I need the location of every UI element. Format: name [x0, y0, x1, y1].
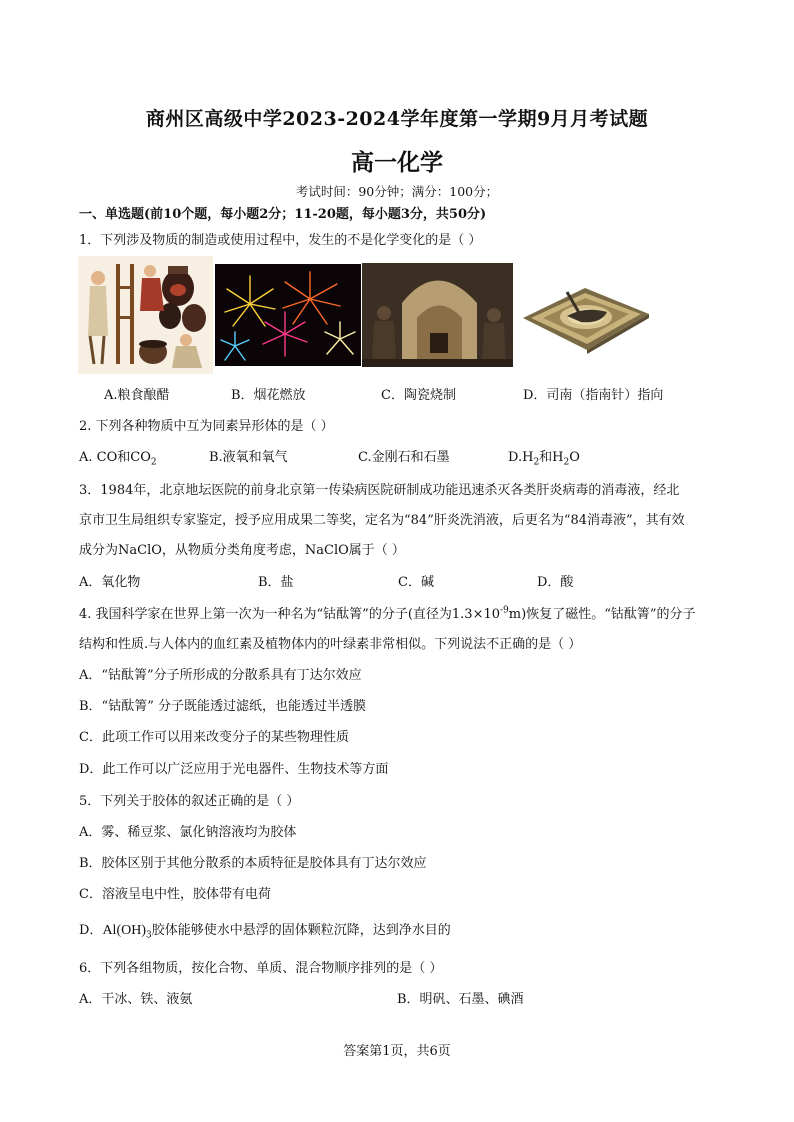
- q5-option-d-text: 胶体能够使水中悬浮的固体颗粒沉降，达到净水目的: [151, 923, 451, 938]
- q5-stem: 5．下列关于胶体的叙述正确的是（ ）: [79, 794, 300, 809]
- q6-option-a: A．干冰、铁、液氨: [79, 992, 193, 1007]
- q4-line-1-sup: -9: [500, 605, 509, 616]
- q3-line-3: 成分为NaClO，从物质分类角度考虑，NaClO属于（ ）: [79, 543, 405, 558]
- q3-option-d: D．酸: [537, 575, 574, 590]
- page-footer: 答案第1页，共6页: [343, 1044, 451, 1059]
- q4-option-a: A．“钴酞箐”分子所形成的分散系具有丁达尔效应: [79, 668, 362, 683]
- subject-title: 高一化学: [351, 150, 443, 176]
- q4-option-c: C．此项工作可以用来改变分子的某些物理性质: [79, 730, 349, 745]
- q1-option-b: B．烟花燃放: [231, 388, 306, 403]
- q2-option-a-sub: 2: [150, 457, 157, 468]
- q4-line-1: [79, 603, 696, 622]
- q3-line-2: 京市卫生局组织专家鉴定，授予应用成果二等奖，定名为“84”肝炎洗消液，后更名为“84消毒液”，其有效: [79, 513, 685, 528]
- q5-option-d: [79, 919, 451, 941]
- q4-option-b: B．“钴酞箐” 分子既能透过滤纸，也能透过半透膜: [79, 699, 366, 714]
- q2-stem: 2. 下列各种物质中互为同素异形体的是（ ）: [79, 419, 334, 434]
- q1-option-a: A.粮食酿醋: [104, 388, 170, 403]
- q5-option-c: C．溶液呈电中性，胶体带有电荷: [79, 887, 271, 902]
- q2-option-d-sub-2: 2: [563, 457, 570, 468]
- exam-title: 商州区高级中学2023-2024学年度第一学期9月月考试题: [145, 108, 649, 130]
- q2-option-d-text-1: D.H: [508, 450, 534, 465]
- grain-vinegar-illustration: [78, 256, 213, 374]
- q3-option-a: A．氧化物: [79, 575, 141, 590]
- q4-option-d: D．此工作可以广泛应用于光电器件、生物技术等方面: [79, 762, 389, 777]
- q6-stem: 6．下列各组物质，按化合物、单质、混合物顺序排列的是（ ）: [79, 961, 443, 976]
- q2-option-d-text-2: 和H: [539, 450, 564, 465]
- q5-option-d-sub: 3: [145, 930, 152, 941]
- fireworks-photo: [215, 264, 361, 366]
- q5-option-d-label: D．: [79, 923, 103, 938]
- q2-option-c: C.金刚石和石墨: [358, 450, 450, 465]
- section-heading: 一、单选题(前10个题，每小题2分；11-20题，每小题3分，共50分): [79, 207, 487, 222]
- q3-option-b: B．盐: [258, 575, 294, 590]
- sinan-compass-photo: [515, 278, 655, 356]
- pottery-kiln-photo: [362, 263, 513, 367]
- q1-option-d: D．司南（指南针）指向: [523, 388, 664, 403]
- q1-stem: 1．下列涉及物质的制造或使用过程中，发生的不是化学变化的是（ ）: [79, 233, 482, 248]
- q1-option-c: C．陶瓷烧制: [381, 388, 456, 403]
- q2-option-d-sub-1: 2: [533, 457, 540, 468]
- q4-line-1-text-2: m)恢复了磁性。“钴酞箐”的分子: [508, 607, 696, 622]
- q2-option-a: [79, 446, 157, 468]
- q2-option-a-text: A. CO和CO: [79, 450, 151, 465]
- q6-option-b: B．明矾、石墨、碘酒: [397, 992, 524, 1007]
- q5-option-a: A．雾、稀豆浆、氯化钠溶液均为胶体: [79, 825, 297, 840]
- q5-option-d-formula: Al(OH): [102, 923, 146, 938]
- q2-option-b: B.液氧和氧气: [209, 450, 288, 465]
- q4-line-2: 结构和性质.与人体内的血红素及植物体内的叶绿素非常相似。下列说法不正确的是（ ）: [79, 637, 582, 652]
- q3-option-c: C．碱: [398, 575, 434, 590]
- q3-line-1: 3．1984年，北京地坛医院的前身北京第一传染病医院研制成功能迅速杀灭各类肝炎病毒的消毒液，经北: [79, 483, 680, 498]
- q2-option-d: [508, 446, 580, 468]
- exam-info: 考试时间：90分钟；满分：100分；: [295, 184, 499, 199]
- q2-option-d-text-3: O: [569, 450, 580, 465]
- q5-option-b: B．胶体区别于其他分散系的本质特征是胶体具有丁达尔效应: [79, 856, 427, 871]
- q4-line-1-text-1: 4. 我国科学家在世界上第一次为一种名为“钴酞箐”的分子(直径为1.3×10: [79, 607, 501, 622]
